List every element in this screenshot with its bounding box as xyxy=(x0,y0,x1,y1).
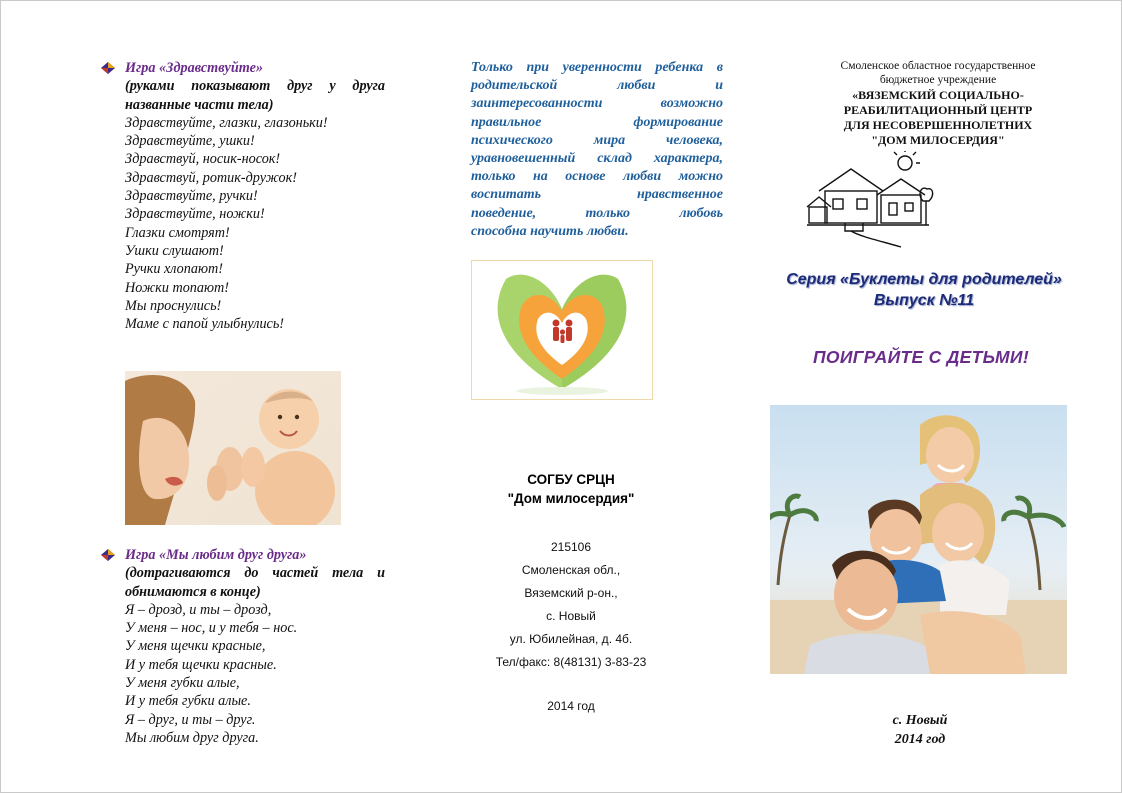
issue-number: Выпуск №11 xyxy=(873,292,975,309)
verse-line: Я – друг, и ты – друг. xyxy=(125,711,256,728)
game-hello xyxy=(125,59,385,333)
game-love-verse xyxy=(125,601,385,747)
quote-line: родительской любви и xyxy=(471,78,723,94)
organization-name xyxy=(471,470,671,508)
house-sketch-icon xyxy=(805,151,935,249)
verse-line: Здравствуйте, ручки! xyxy=(125,188,258,205)
heart-family-logo xyxy=(471,260,653,400)
verse-line: Ушки слушают! xyxy=(125,242,224,259)
verse-line: Здравствуйте, ушки! xyxy=(125,133,255,150)
game-hello-instruction: (руками показывают друг у друга названные части тела) xyxy=(125,78,385,113)
institution-line-2: бюджетное учреждение xyxy=(879,74,997,86)
verse-line: У меня щечки красные, xyxy=(125,638,266,655)
game-love-instruction: (дотрагиваются до частей тела и обнимаются в конце) xyxy=(125,565,385,600)
region: Смоленская обл., xyxy=(521,563,621,577)
org-title: "Дом милосердия" xyxy=(507,491,635,506)
verse-line: И у тебя губки алые. xyxy=(125,693,251,710)
verse-line: Я – дрозд, и ты – дрозд, xyxy=(125,601,272,618)
verse-line: У меня губки алые, xyxy=(125,675,240,692)
postcode: 215106 xyxy=(550,540,592,554)
district: Вяземский р-он., xyxy=(524,586,618,600)
quote-line: способна научить любви. xyxy=(471,223,629,239)
quote-line: воспитать нравственное xyxy=(471,187,723,203)
quote-line: правильное формирование xyxy=(471,114,723,130)
place-name: с. Новый xyxy=(892,713,948,728)
verse-line: Маме с папой улыбнулись! xyxy=(125,316,285,333)
mother-baby-photo xyxy=(125,371,341,525)
quote-line: заинтересованности возможно xyxy=(471,96,723,112)
org-abbrev: СОГБУ СРЦН xyxy=(527,472,615,487)
village: с. Новый xyxy=(546,609,596,623)
verse-line: Мы любим друг друга. xyxy=(125,729,259,746)
place-year: 2014 год xyxy=(894,732,946,747)
game-love-title: Игра «Мы любим друг друга» xyxy=(125,547,307,563)
verse-line: И у тебя щечки красные. xyxy=(125,656,277,673)
verse-line: У меня – нос, и у тебя – нос. xyxy=(125,620,298,637)
institution-line-3: «ВЯЗЕМСКИЙ СОЦИАЛЬНО- xyxy=(852,88,1024,102)
family-beach-photo xyxy=(770,405,1067,674)
series-title: Серия «Буклеты для родителей» xyxy=(786,271,1062,288)
verse-line: Здравствуйте, ножки! xyxy=(125,206,265,223)
quote-line: поведение, только любовь xyxy=(471,205,723,221)
verse-line: Мы проснулись! xyxy=(125,297,222,314)
diamond-bullet-icon xyxy=(101,549,115,561)
diamond-bullet-icon xyxy=(101,62,115,74)
street: ул. Юбилейная, д. 4б. xyxy=(509,632,633,646)
phone: Тел/факс: 8(48131) 3-83-23 xyxy=(495,655,647,669)
institution-line-6: "ДОМ МИЛОСЕРДИЯ" xyxy=(871,133,1005,147)
verse-line: Ручки хлопают! xyxy=(125,261,223,278)
game-hello-title: Игра «Здравствуйте» xyxy=(125,60,263,76)
game-love xyxy=(125,546,385,747)
verse-line: Здравствуй, ротик-дружок! xyxy=(125,169,297,186)
institution-line-5: ДЛЯ НЕСОВЕРШЕННОЛЕТНИХ xyxy=(843,118,1033,132)
quote-line: психического мира человека, xyxy=(471,132,723,148)
love-quote xyxy=(471,59,723,241)
verse-line: Здравствуй, носик-носок! xyxy=(125,151,281,168)
year: 2014 год xyxy=(547,699,595,713)
quote-line: уравновешенный склад характера, xyxy=(471,151,723,167)
institution-line-4: РЕАБИЛИТАЦИОННЫЙ ЦЕНТР xyxy=(843,103,1033,117)
quote-line: только на основе любви можно xyxy=(471,169,723,185)
verse-line: Ножки топают! xyxy=(125,279,229,296)
booklet-headline: ПОИГРАЙТЕ С ДЕТЬМИ! xyxy=(813,347,1029,367)
quote-line: Только при уверенности ребенка в xyxy=(471,60,723,75)
verse-line: Глазки смотрят! xyxy=(125,224,230,241)
verse-line: Здравствуйте, глазки, глазоньки! xyxy=(125,114,328,131)
institution-line-1: Смоленское областное государственное xyxy=(840,60,1036,72)
game-hello-verse xyxy=(125,114,385,334)
